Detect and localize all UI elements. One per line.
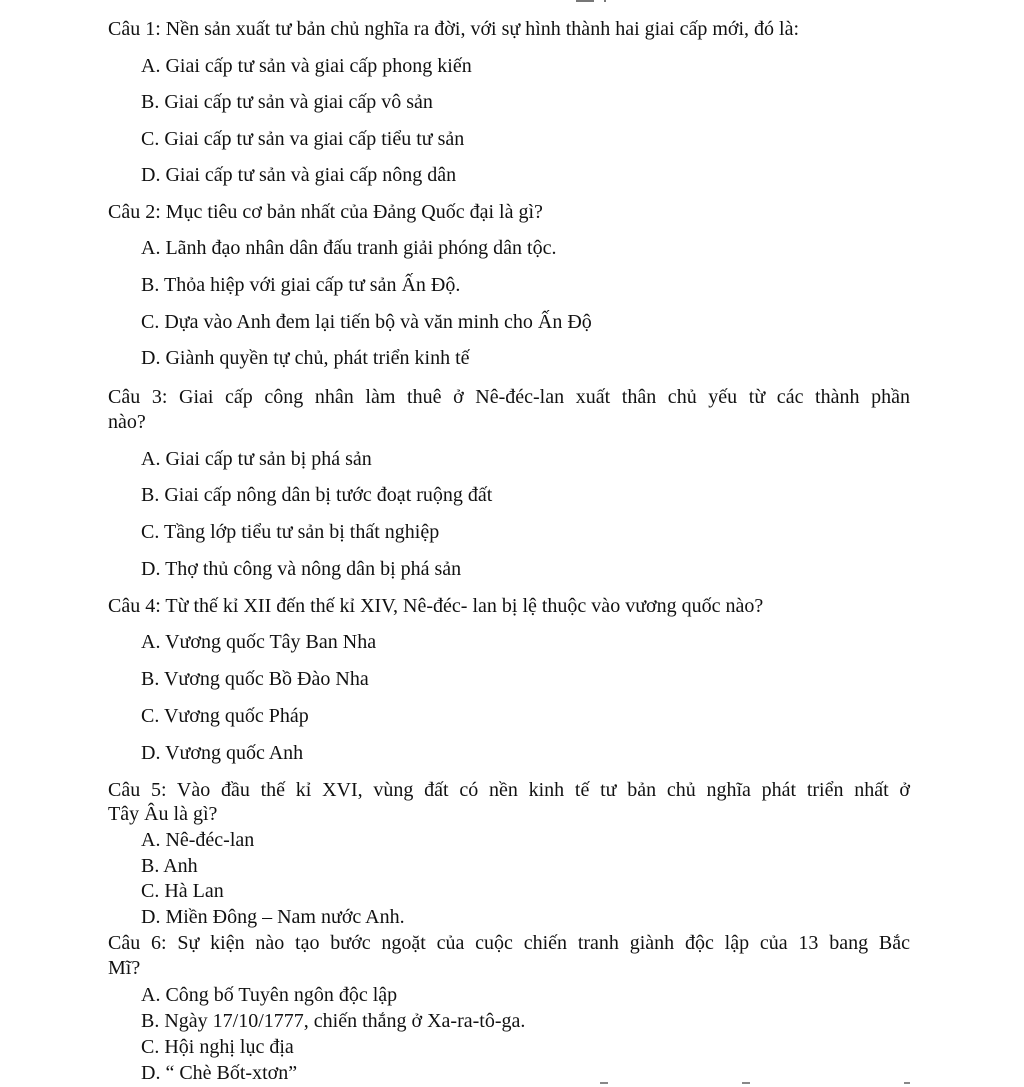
q6-option-d: D. “ Chè Bốt-xtơn” (141, 1062, 298, 1084)
q2-option-a: A. Lãnh đạo nhân dân đấu tranh giải phóng dân tộc. (141, 237, 557, 259)
question-3: Câu 3: Giai cấp công nhân làm thuê ở Nê-đéc-lan xuất thân chủ yếu từ các thành phần (108, 386, 910, 408)
question-5-continuation: Tây Âu là gì? (108, 803, 218, 825)
question-5: Câu 5: Vào đầu thế kỉ XVI, vùng đất có nền kinh tế tư bản chủ nghĩa phát triển nhất ở (108, 779, 910, 801)
bottom-edge-mark (742, 1082, 750, 1084)
q4-option-d: D. Vương quốc Anh (141, 742, 304, 764)
q4-option-a: A. Vương quốc Tây Ban Nha (141, 631, 377, 653)
q3-option-d: D. Thợ thủ công và nông dân bị phá sản (141, 558, 462, 580)
bottom-edge-mark (600, 1082, 608, 1084)
question-3-continuation: nào? (108, 411, 146, 433)
q3-option-c: C. Tầng lớp tiểu tư sản bị thất nghiệp (141, 521, 440, 543)
top-edge-mark (604, 0, 606, 2)
q1-option-b: B. Giai cấp tư sản và giai cấp vô sản (141, 91, 433, 113)
question-4: Câu 4: Từ thế kỉ XII đến thế kỉ XIV, Nê-đéc- lan bị lệ thuộc vào vương quốc nào? (108, 595, 764, 617)
q2-option-d: D. Giành quyền tự chủ, phát triển kinh tế (141, 347, 470, 369)
q5-option-b: B. Anh (141, 855, 198, 877)
q2-option-b: B. Thỏa hiệp với giai cấp tư sản Ấn Độ. (141, 274, 461, 296)
question-6-continuation: Mĩ? (108, 957, 141, 979)
q1-option-d: D. Giai cấp tư sản và giai cấp nông dân (141, 164, 457, 186)
question-6: Câu 6: Sự kiện nào tạo bước ngoặt của cuộc chiến tranh giành độc lập của 13 bang Bắc (108, 932, 910, 954)
q5-option-a: A. Nê-đéc-lan (141, 829, 255, 851)
bottom-edge-mark (904, 1082, 910, 1084)
q3-option-b: B. Giai cấp nông dân bị tước đoạt ruộng đất (141, 484, 493, 506)
q3-option-a: A. Giai cấp tư sản bị phá sản (141, 448, 372, 470)
top-edge-mark (576, 0, 594, 2)
q6-option-c: C. Hội nghị lục địa (141, 1036, 294, 1058)
q5-option-d: D. Miền Đông – Nam nước Anh. (141, 906, 405, 928)
q6-option-b: B. Ngày 17/10/1777, chiến thắng ở Xa-ra-tô-ga. (141, 1010, 526, 1032)
q4-option-c: C. Vương quốc Pháp (141, 705, 309, 727)
q1-option-a: A. Giai cấp tư sản và giai cấp phong kiến (141, 55, 472, 77)
q2-option-c: C. Dựa vào Anh đem lại tiến bộ và văn minh cho Ấn Độ (141, 311, 592, 333)
q4-option-b: B. Vương quốc Bồ Đào Nha (141, 668, 369, 690)
question-1: Câu 1: Nền sản xuất tư bản chủ nghĩa ra đời, với sự hình thành hai giai cấp mới, đó là: (108, 18, 800, 40)
question-2: Câu 2: Mục tiêu cơ bản nhất của Đảng Quốc đại là gì? (108, 201, 543, 223)
q5-option-c: C. Hà Lan (141, 880, 224, 902)
q1-option-c: C. Giai cấp tư sản va giai cấp tiểu tư sản (141, 128, 465, 150)
q6-option-a: A. Công bố Tuyên ngôn độc lập (141, 984, 398, 1006)
